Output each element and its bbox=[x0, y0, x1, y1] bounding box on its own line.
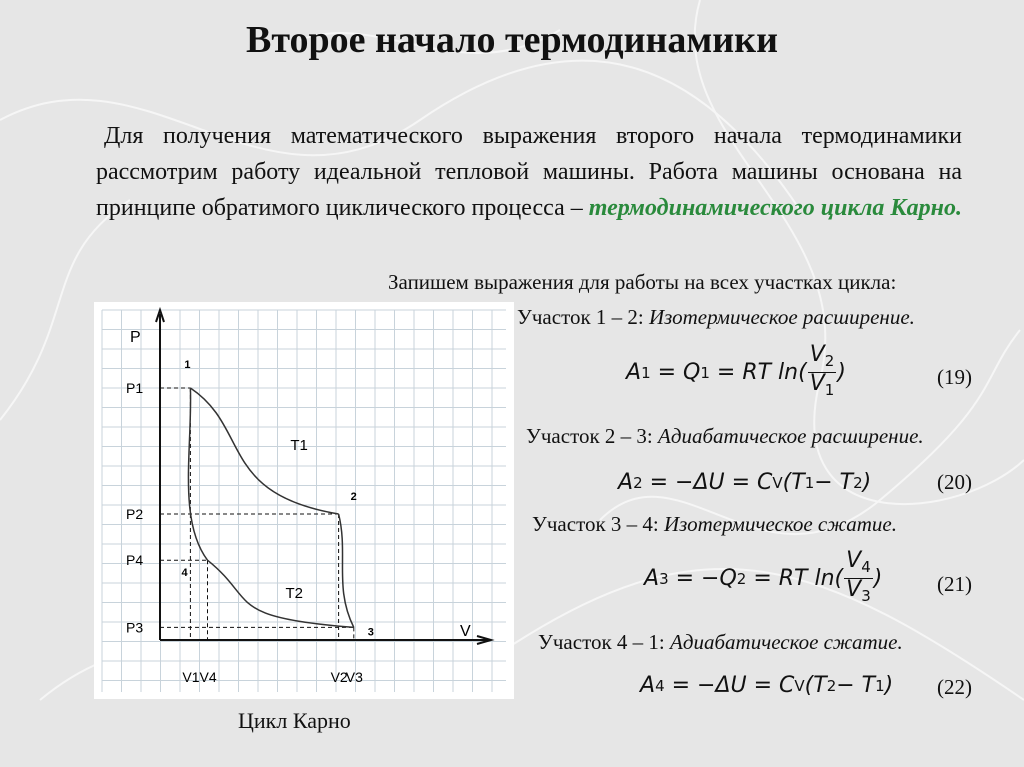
formula-21: A 3 = −Q 2 = RT ln( $\frac{V_4}{V_3}$ ) bbox=[644, 548, 883, 605]
section-3-heading bbox=[532, 512, 897, 537]
formula-19: A 1 = Q 1 = RT ln( $\frac{V_2}{V_1}$ ) bbox=[626, 342, 846, 399]
y-axis-label: P bbox=[130, 329, 141, 346]
curve-label-t1: T1 bbox=[290, 437, 308, 454]
section-1-name: Изотермическое расширение. bbox=[649, 305, 915, 329]
carnot-chart bbox=[94, 302, 514, 699]
section-1-heading bbox=[517, 305, 915, 330]
chart-caption: Цикл Карно bbox=[238, 708, 351, 733]
section-1-label: Участок 1 – 2: bbox=[517, 305, 644, 329]
section-2-label: Участок 2 – 3: bbox=[526, 424, 653, 448]
point-label-3: 3 bbox=[367, 626, 374, 639]
adiabat-2-3-curve bbox=[339, 514, 354, 627]
section-2-name: Адиабатическое расширение. bbox=[658, 424, 924, 448]
isotherm-t2-curve bbox=[208, 560, 354, 627]
intro-text: Для получения математического выражения второго начала термодинамики рассмотрим работу идеальной тепловой машины. Работа машины основана на принципе обратимого циклического процесса – bbox=[96, 123, 962, 221]
point-label-1: 1 bbox=[184, 359, 191, 371]
point-label-2: 2 bbox=[350, 491, 357, 503]
fraction-v2-v1: $\frac{V_2}{V_1}$ bbox=[809, 342, 835, 399]
carnot-chart-svg bbox=[94, 302, 514, 699]
x-tick-v3: V3 bbox=[345, 669, 363, 685]
y-tick-p2: P2 bbox=[126, 506, 144, 522]
section-4-name: Адиабатическое сжатие. bbox=[670, 630, 903, 654]
adiabat-4-1-curve bbox=[188, 388, 207, 560]
intro-paragraph bbox=[96, 118, 962, 226]
x-tick-v4: V4 bbox=[199, 669, 217, 685]
y-tick-p3: P3 bbox=[126, 619, 144, 636]
intro-highlight: термодинамического цикла Карно. bbox=[588, 195, 963, 221]
page-title: Второе начало термодинамики bbox=[246, 19, 778, 61]
curve-label-t2: T2 bbox=[285, 585, 304, 603]
section-4-heading bbox=[538, 630, 903, 655]
x-tick-v1: V1 bbox=[182, 669, 200, 685]
section-4-label: Участок 4 – 1: bbox=[538, 630, 665, 654]
equation-number-19: (19) bbox=[937, 365, 972, 389]
equation-number-21: (21) bbox=[937, 572, 972, 596]
formula-22: A 4 = −ΔU = C V (T 2 − T 1 ) bbox=[640, 673, 894, 698]
x-tick-v2: V2 bbox=[330, 669, 348, 685]
x-axis-label: V bbox=[460, 623, 471, 640]
equation-number-22: (22) bbox=[937, 675, 972, 699]
point-label-4: 4 bbox=[181, 567, 188, 580]
section-2-heading bbox=[526, 424, 924, 449]
equation-number-20: (20) bbox=[937, 470, 972, 494]
y-tick-p4: P4 bbox=[126, 552, 144, 569]
lead-text: Запишем выражения для работы на всех участках цикла: bbox=[388, 270, 897, 294]
section-3-label: Участок 3 – 4: bbox=[532, 512, 659, 536]
section-3-name: Изотермическое сжатие. bbox=[664, 512, 897, 536]
fraction-v4-v3: $\frac{V_4}{V_3}$ bbox=[846, 548, 871, 605]
formula-20: A 2 = −ΔU = C V (T 1 − T 2 ) bbox=[618, 470, 872, 495]
y-tick-p1: P1 bbox=[126, 380, 144, 396]
